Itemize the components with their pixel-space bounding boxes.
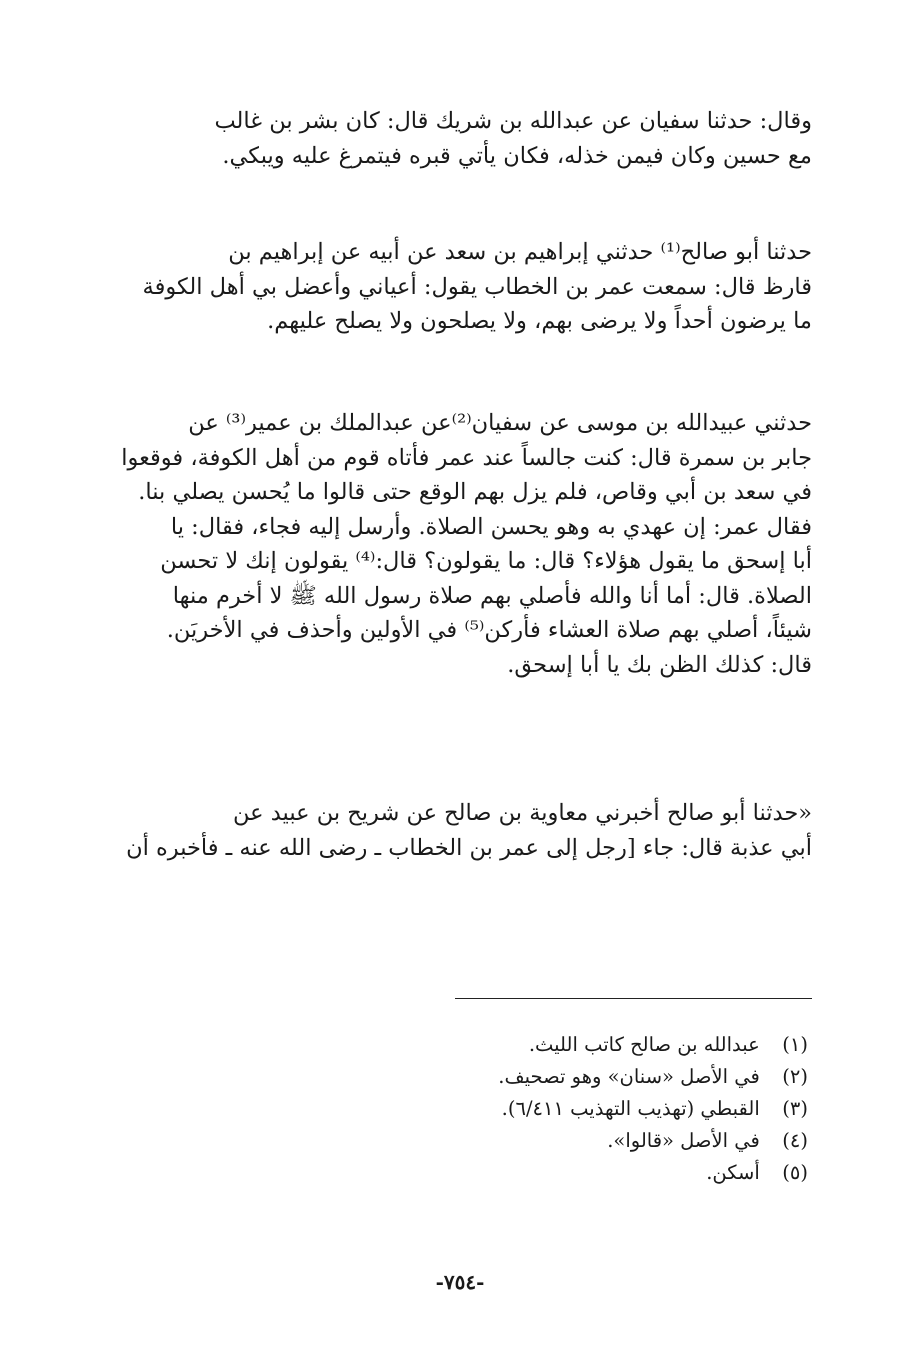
text-line: مع حسين وكان فيمن خذله، فكان يأتي قبره فيتمرغ عليه ويبكي. — [222, 142, 812, 169]
footnote-number: (٢) — [782, 1065, 808, 1088]
text-line: قارظ قال: سمعت عمر بن الخطاب يقول: أعياني وأعضل بي أهل الكوفة — [142, 273, 812, 300]
text-line: أبي عذبة قال: جاء [رجل إلى عمر بن الخطاب ـ رضى الله عنه ـ فأخبره أن — [126, 834, 812, 861]
text-line: فقال عمر: إن عهدي به وهو يحسن الصلاة. وأرسل إليه فجاء، فقال: يا — [170, 513, 812, 540]
text-line: حدثنا أبو صالح⁽¹⁾ حدثني إبراهيم بن سعد عن أبيه عن إبراهيم بن — [228, 239, 812, 265]
text-line: قال: كذلك الظن بك يا أبا إسحق. — [507, 651, 812, 678]
footnotes — [388, 1029, 808, 1189]
footnote — [388, 1157, 808, 1189]
footnote-number: (٤) — [782, 1129, 808, 1152]
footnote-number: (١) — [782, 1033, 808, 1056]
footnote — [388, 1125, 808, 1157]
footnote-number: (٣) — [782, 1097, 808, 1120]
footnote — [388, 1029, 808, 1061]
footnote-text: في الأصل «سنان» وهو تصحيف. — [498, 1065, 760, 1088]
text-line: وقال: حدثنا سفيان عن عبدالله بن شريك قال: كان بشر بن غالب — [214, 108, 812, 134]
footnote-divider — [455, 998, 812, 999]
footnote-text: القبطي (تهذيب التهذيب ٦/٤١١). — [501, 1097, 760, 1120]
paragraph-1 — [118, 104, 812, 173]
paragraph-2 — [118, 235, 812, 339]
text-line: «حدثنا أبو صالح أخبرني معاوية بن صالح عن شريح بن عبيد عن — [233, 800, 812, 826]
text-line: في سعد بن أبي وقاص، فلم يزل بهم الوقع حتى قالوا ما يُحسن يصلي بنا. — [138, 479, 812, 505]
text-line: الصلاة. قال: أما أنا والله فأصلي بهم صلاة رسول الله ﷺ لا أخرم منها — [172, 582, 812, 609]
footnote-text: أسكن. — [706, 1161, 760, 1184]
paragraph-4 — [118, 796, 812, 865]
footnote-number: (٥) — [782, 1161, 808, 1184]
text-line: جابر بن سمرة قال: كنت جالساً عند عمر فأتاه قوم من أهل الكوفة، فوقعوا — [121, 444, 812, 471]
text-line: حدثني عبيدالله بن موسى عن سفيان⁽²⁾عن عبدالملك بن عمير⁽³⁾ عن — [188, 410, 812, 436]
footnote-text: عبدالله بن صالح كاتب الليث. — [528, 1033, 760, 1056]
footnote-text: في الأصل «قالوا». — [607, 1129, 760, 1152]
text-line: أبا إسحق ما يقول هؤلاء؟ قال: ما يقولون؟ قال:⁽⁴⁾ يقولون إنك لا تحسن — [160, 548, 812, 574]
page-number: -٧٥٤- — [435, 1270, 485, 1294]
paragraph-3 — [118, 406, 812, 682]
footnote — [388, 1061, 808, 1093]
text-line: ما يرضون أحداً ولا يرضى بهم، ولا يصلحون ولا يصلح عليهم. — [267, 308, 812, 334]
footnote — [388, 1093, 808, 1125]
text-line: شيئاً، أصلي بهم صلاة العشاء فأركن⁽⁵⁾ في الأولين وأحذف في الأخريَن. — [166, 617, 812, 643]
